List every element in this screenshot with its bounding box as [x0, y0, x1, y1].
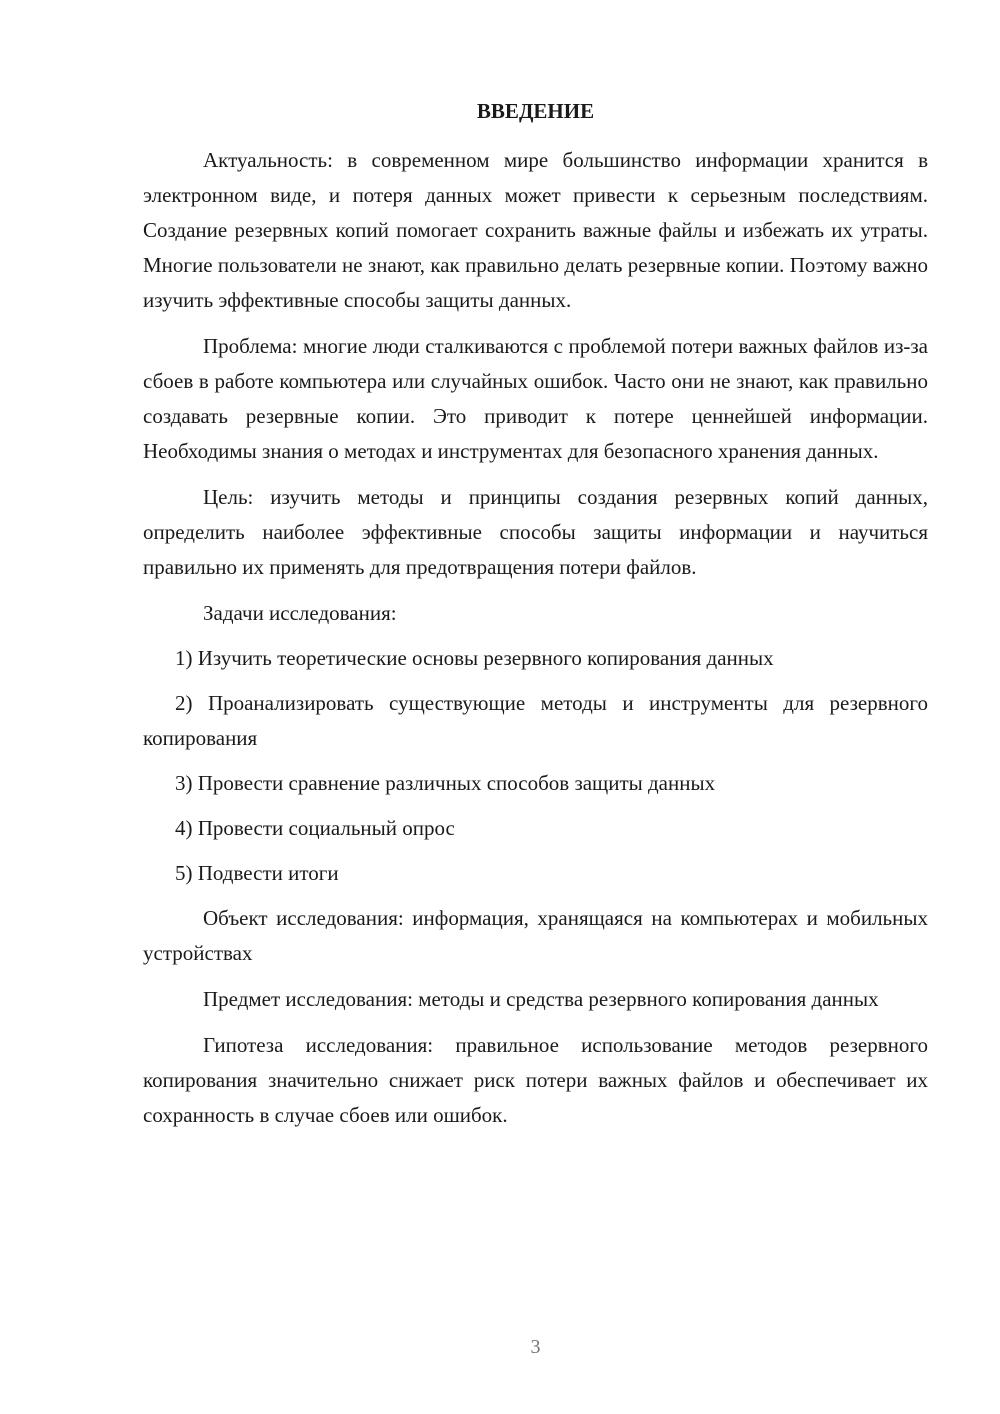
task-item: 5) Подвести итоги	[175, 861, 339, 885]
paragraph-goal: Цель: изучить методы и принципы создания резервных копий данных, определить наиболее эффективные способы защиты информации и научиться правильно их применять для предотвращения потери файлов.	[143, 485, 928, 579]
page-number: 3	[530, 1336, 541, 1358]
page-title: ВВЕДЕНИЕ	[476, 99, 595, 123]
task-item: 3) Провести сравнение различных способов защиты данных	[175, 771, 716, 795]
task-item: 4) Провести социальный опрос	[175, 816, 455, 840]
tasks-heading: Задачи исследования:	[203, 601, 397, 625]
task-item: 2) Проанализировать существующие методы и инструменты для резервного копирования	[143, 691, 928, 750]
paragraph-relevance: Актуальность: в современном мире большинство информации хранится в электронном виде, и потеря данных может привести к серьезным последствиям. Создание резервных копий помогает сохранить важные файлы и избежать их утраты. Многие пользователи не знают, как правильно делать резервные копии. Поэтому важно изучить эффективные способы защиты данных.	[143, 148, 928, 312]
paragraph-subject: Предмет исследования: методы и средства резервного копирования данных	[203, 987, 879, 1011]
paragraph-hypothesis: Гипотеза исследования: правильное использование методов резервного копирования значительно снижает риск потери важных файлов и обеспечивает их сохранность в случае сбоев или ошибок.	[143, 1033, 928, 1127]
document-page	[143, 0, 928, 1414]
task-item: 1) Изучить теоретические основы резервного копирования данных	[175, 646, 774, 670]
paragraph-problem: Проблема: многие люди сталкиваются с проблемой потери важных файлов из-за сбоев в работе компьютера или случайных ошибок. Часто они не знают, как правильно создавать резервные копии. Это приводит к потере ценнейшей информации. Необходимы знания о методах и инструментах для безопасного хранения данных.	[143, 334, 928, 463]
paragraph-object: Объект исследования: информация, хранящаяся на компьютерах и мобильных устройствах	[143, 906, 928, 965]
document-body	[143, 143, 928, 1144]
